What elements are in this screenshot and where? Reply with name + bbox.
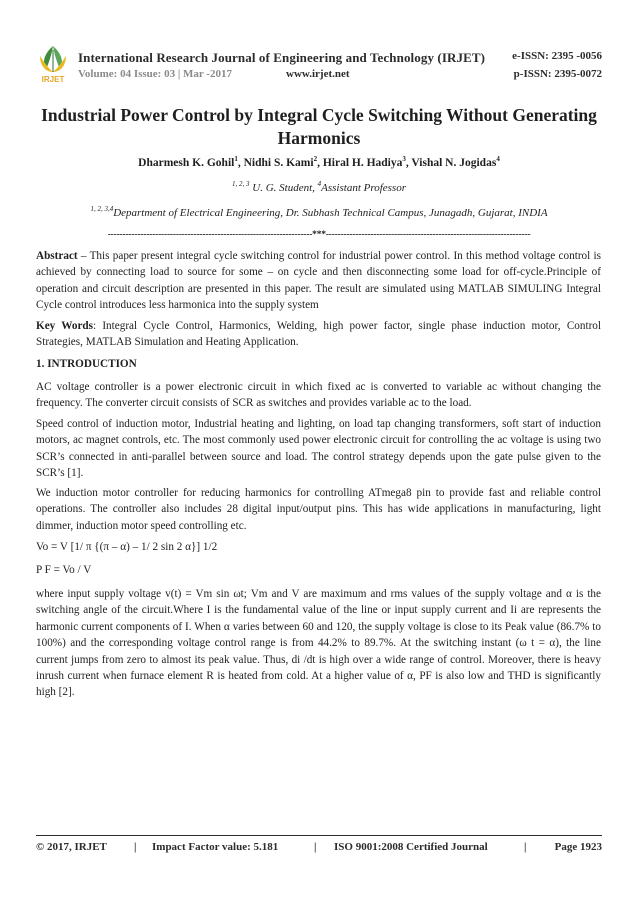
footer-copyright: © 2017, IRJET: [36, 841, 107, 853]
logo-text: IRJET: [41, 75, 65, 84]
author-sup: 1: [234, 155, 238, 163]
roles-student: U. G. Student,: [249, 182, 318, 194]
equation-voltage: Vo = V [1/ π {(π – α) – 1/ 2 sin 2 α}] 1/2: [36, 541, 218, 553]
journal-name: International Research Journal of Engineering and Technology (IRJET): [78, 50, 486, 65]
author-sup: 4: [496, 155, 500, 163]
footer-impact-factor: Impact Factor value: 5.181: [152, 841, 279, 853]
intro-paragraph-1: AC voltage controller is a power electronic circuit in which fixed ac is converted to variable ac without changing the frequency. The converter circuit consists of SCR as switches and provides variable ac to the load.: [36, 381, 601, 410]
intro-paragraph-2: Speed control of induction motor, Industrial heating and lighting, on load tap changing transformers, soft start of induction motors, ac magnet controls, etc. The most commonly used power electronic circuit for controlling the ac voltage is using two SCR’s connected in anti-parallel between source and load. The control strategy depends upon the gate pulse given to the SCR’s [1].: [36, 418, 601, 480]
section-divider: ---------------------------------------------------------------------***---------------------------------------------------------------------: [107, 230, 531, 240]
abstract-label: Abstract: [36, 250, 78, 262]
journal-url[interactable]: www.irjet.net: [286, 68, 350, 80]
where-paragraph: where input supply voltage v(t) = Vm sin ωt; Vm and V are maximum and rms values of the supply voltage and α is the switching angle of the circuit.Where I is the fundamental value of the line or input supply current and Ii are represents the harmonic current components of I. When α varies between 60 and 120, the supply voltage is close to its Peak value (86.7% to 100%) and the corresponding voltage control range is from 44.2% to 89.7%. At the switching instant (ω t = α), the line current jumps from zero to almost its peak value. Thus, di /dt is high over a wide range of control. Moreover, there is heavy inrush current when furnace element R is heated from cold. At a higher value of α, PF is also low and THD is significantly high [2].: [36, 588, 601, 699]
footer-separator: |: [524, 841, 527, 853]
abstract-text: – This paper present integral cycle switching control for industrial power control. In this method voltage control is achieved by connecting load to source for some – on cycle and then disconnecting some load for off-cycle.Principle of operation and circuit description are presented in this paper. The result are simulated using MATLAB SIMULING Integral Cycle control introduces less harmonica into the supply system: [36, 250, 601, 312]
affiliation-sup: 1, 2, 3,4: [90, 205, 114, 213]
footer-page-number: Page 1923: [554, 841, 602, 853]
author-roles: [40, 182, 598, 194]
author-sup: 2: [313, 155, 318, 163]
roles-sup: 4: [317, 180, 322, 188]
equation-power-factor: P F = Vo / V: [36, 564, 92, 576]
paper-title: Industrial Power Control by Integral Cycle Switching Without Generating Harmonics: [41, 105, 597, 148]
keywords-text: : Integral Cycle Control, Harmonics, Welding, high power factor, single phase induction motor, Control Strategies, MATLAB Simulation and Heating Application.: [36, 320, 601, 349]
roles-professor: Assistant Professor: [321, 182, 406, 194]
volume-issue: Volume: 04 Issue: 03 | Mar -2017: [78, 68, 232, 80]
abstract: [36, 248, 601, 314]
roles-sup: 1, 2, 3: [232, 180, 250, 188]
intro-paragraph-3: We induction motor controller for reducing harmonics for controlling ATmega8 pin to provide fast and reliable control operations. The controller also includes 28 digital input/output pins. This has wide applications in manufacturing, light dimmer, induction motor speed controlling etc.: [36, 487, 601, 532]
page-footer: [36, 835, 602, 858]
keywords-label: Key Words: [36, 320, 93, 332]
author-name: Nidhi S. Kami: [243, 157, 314, 169]
section-heading: 1. INTRODUCTION: [36, 358, 137, 370]
keywords: [36, 318, 601, 351]
affiliation: [40, 207, 598, 219]
p-issn: p-ISSN: 2395-0072: [513, 68, 602, 80]
footer-iso: ISO 9001:2008 Certified Journal: [334, 841, 488, 853]
footer-separator: |: [314, 841, 317, 853]
author-name: Dharmesh K. Gohil: [138, 157, 235, 169]
journal-header: [36, 44, 602, 86]
footer-separator: |: [134, 841, 137, 853]
author-name: Vishal N. Jogidas: [411, 157, 497, 169]
author-sup: 3: [402, 155, 406, 163]
affiliation-text: Department of Electrical Engineering, Dr. Subhash Technical Campus, Junagadh, Gujarat, INDIA: [113, 207, 548, 219]
irjet-logo: [36, 44, 70, 84]
e-issn: e-ISSN: 2395 -0056: [512, 50, 602, 62]
author-name: Hiral H. Hadiya: [322, 157, 403, 169]
author-list: Dharmesh K. Gohil$^1$, Nidhi S. Kami$^2$, Hiral H. Hadiya$^3$, Vishal N. Jogidas$^4$: [138, 155, 500, 169]
